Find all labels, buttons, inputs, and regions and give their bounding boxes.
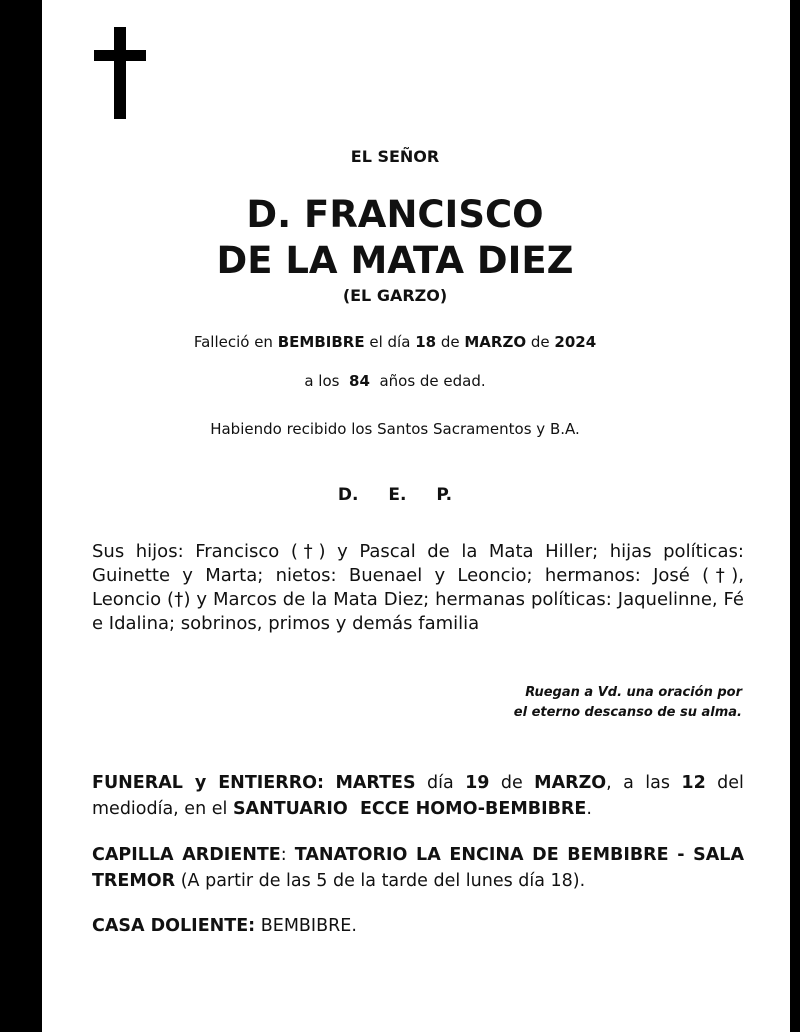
dep-abbreviation: D. E. P. — [337, 485, 453, 505]
family-paragraph: Sus hijos: Francisco (†) y Pascal de la Mata Hiller; hijas políticas: Guinette y Marta; nietos: Buenael y Leoncio; hermanos: José (†), Leoncio (†) y Marcos de la Mata Diez; hermanas políticas: Jaquelinne, Fé e Idalina; sobrinos, primos y demás familia — [92, 541, 744, 634]
sacraments-line: Habiendo recibido los Santos Sacramentos y B.A. — [210, 420, 580, 438]
age-years: 84 — [349, 372, 370, 390]
death-month: MARZO — [464, 333, 527, 351]
prayer-line2: el eterno descanso de su alma. — [513, 705, 742, 720]
prayer-line1: Ruegan a Vd. una oración por — [525, 685, 742, 700]
death-place: BEMBIBRE — [277, 333, 365, 351]
funeral-paragraph: FUNERAL y ENTIERRO: MARTES día 19 de MARZO, a las 12 del mediodía, en el SANTUARIO ECCE HOMO-BEMBIBRE. — [92, 773, 744, 819]
deceased-name-line1: D. FRANCISCO — [246, 193, 544, 236]
cross-icon — [94, 27, 150, 119]
death-year: 2024 — [554, 333, 597, 351]
title-honorific: EL SEÑOR — [350, 147, 440, 166]
death-notice: Falleció en BEMBIBRE el día 18 de MARZO de 2024 — [193, 333, 597, 351]
casa-paragraph: CASA DOLIENTE: BEMBIBRE. — [92, 916, 357, 936]
age-line: a los 84 años de edad. — [304, 372, 486, 390]
capilla-paragraph: CAPILLA ARDIENTE: TANATORIO LA ENCINA DE BEMBIBRE - SALA TREMOR (A partir de las 5 de la tarde del lunes día 18). — [92, 845, 744, 891]
obituary-card — [42, 0, 790, 1032]
death-day: 18 — [415, 333, 437, 351]
deceased-nickname: (EL GARZO) — [342, 286, 448, 305]
deceased-name-line2: DE LA MATA DIEZ — [216, 239, 574, 282]
